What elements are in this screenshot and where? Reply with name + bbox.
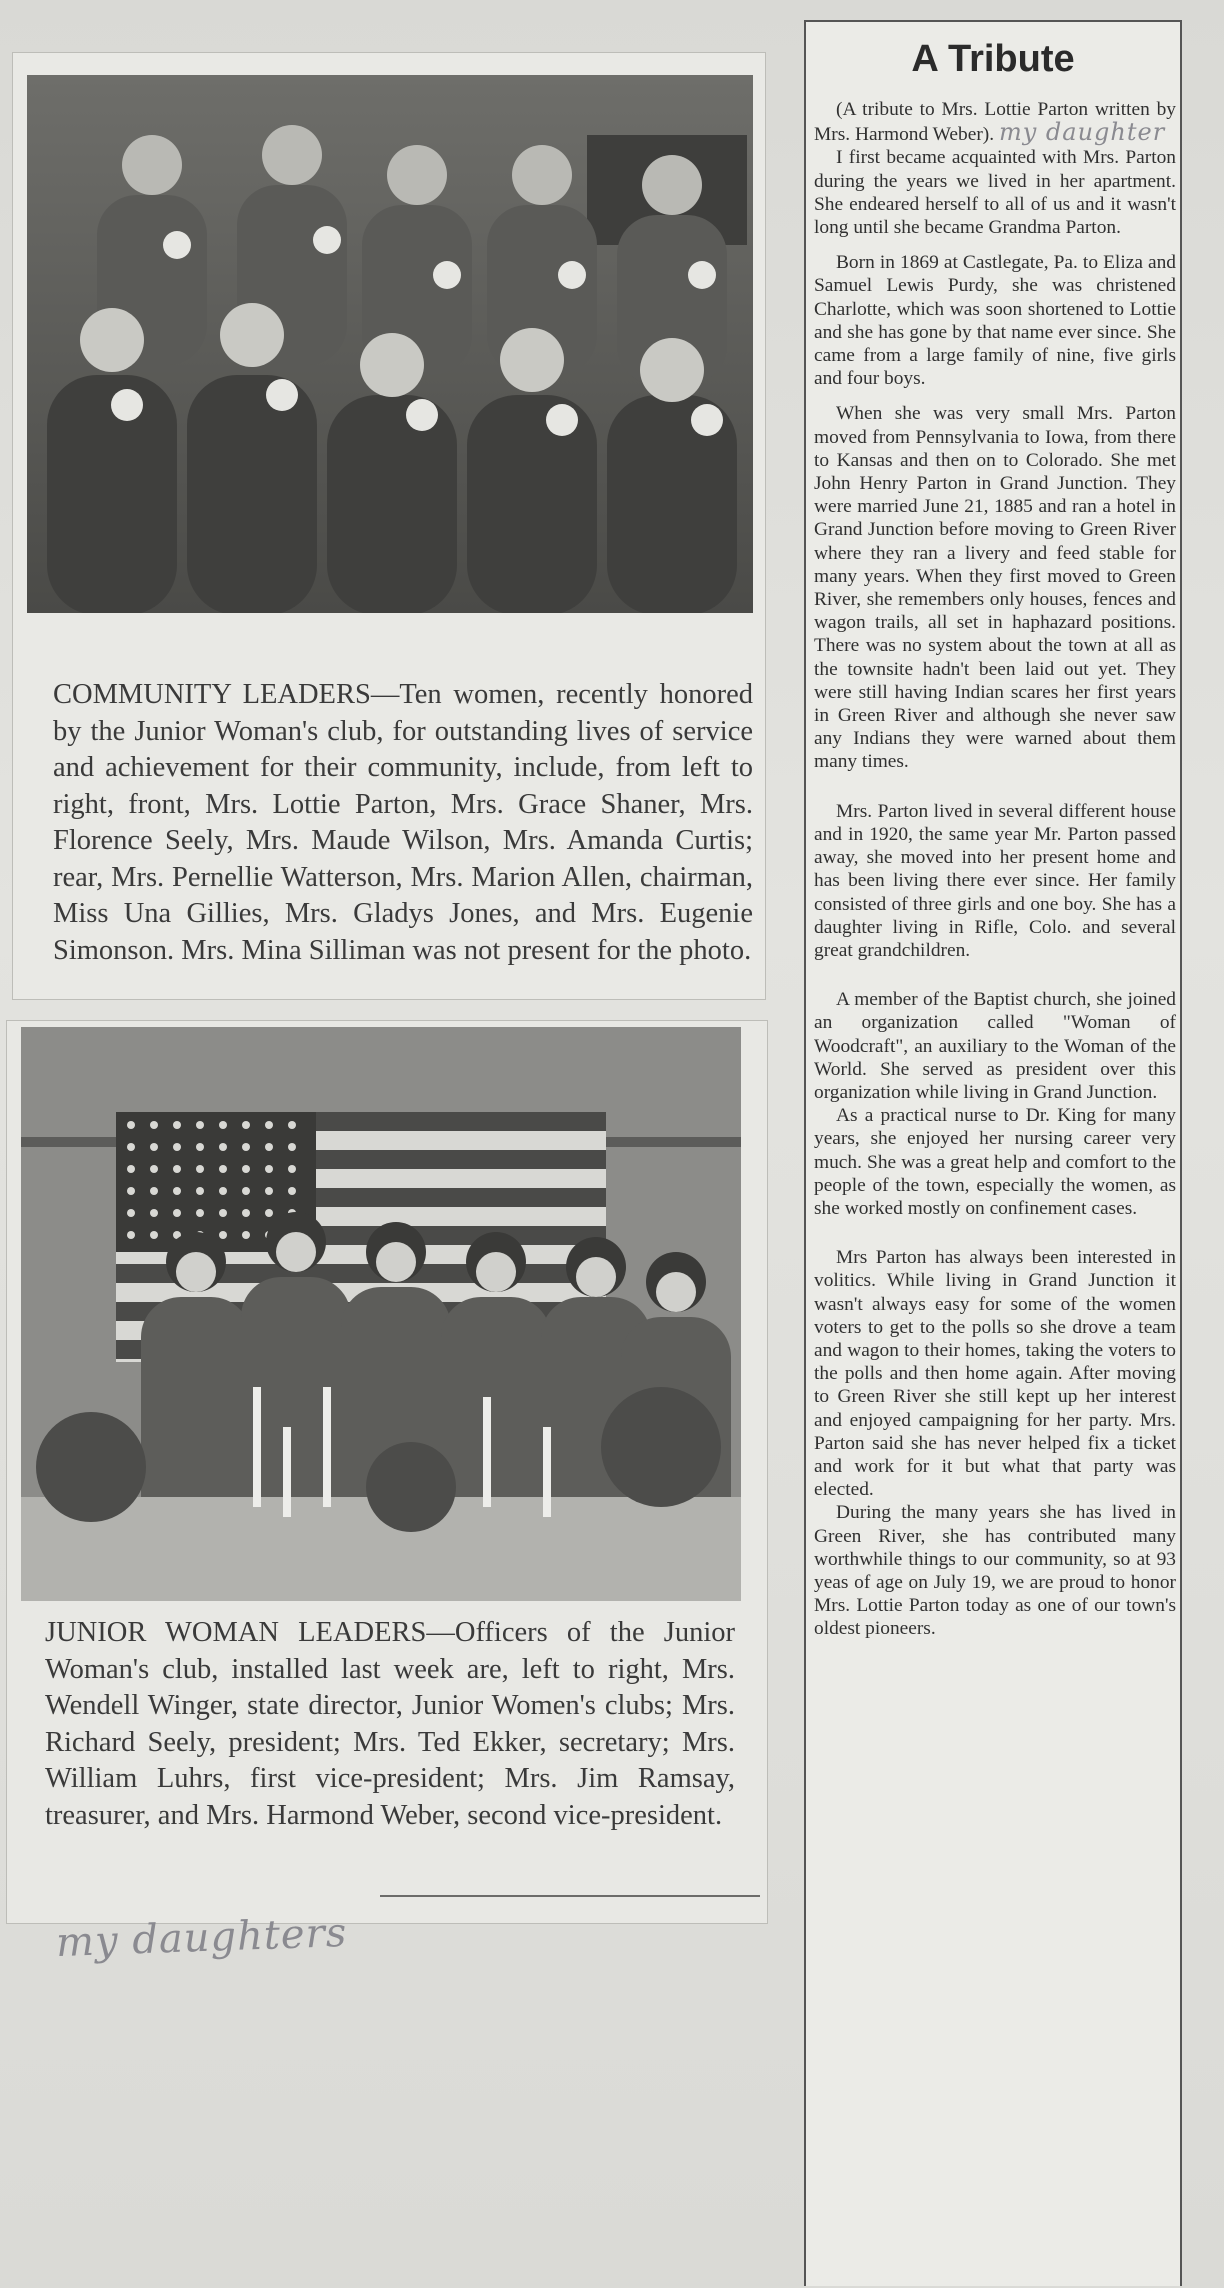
group-photo-ten-women: [27, 75, 753, 613]
flag-star: [242, 1121, 250, 1129]
tribute-paragraph: As a practical nurse to Dr. King for many years, she enjoyed her nursing career very much. She was a great help and comfort to the people of the town, especially the women, as she worked mostly on confinement cases.: [814, 1105, 1176, 1219]
flag-star: [150, 1121, 158, 1129]
flag-star: [265, 1209, 273, 1217]
flag-star: [196, 1209, 204, 1217]
flag-star: [150, 1231, 158, 1239]
flag-star: [242, 1209, 250, 1217]
flag-star: [288, 1165, 296, 1173]
tribute-paragraph: Born in 1869 at Castlegate, Pa. to Eliza and Samuel Lewis Purdy, she was christened Charlotte, which was soon shortened to Lottie and she has gone by that name ever since. She came from a large family of nine, five girls and four boys.: [814, 252, 1176, 390]
flag-star: [127, 1231, 135, 1239]
tribute-body: [814, 98, 1176, 1641]
flag-star: [173, 1165, 181, 1173]
tribute-paragraph: I first became acquainted with Mrs. Parton during the years we lived in her apartment. She endeared herself to all of us and it wasn't long until she became Grandma Parton.: [814, 147, 1176, 239]
flag-star: [150, 1187, 158, 1195]
tribute-title: A Tribute: [911, 38, 1075, 80]
flag-star: [127, 1209, 135, 1217]
tribute-paragraph: When she was very small Mrs. Parton moved from Pennsylvania to Iowa, from there to Kansas and then on to Colorado. She met John Henry Parton in Grand Junction. They were married June 21, 1885 and ran a hotel in Grand Junction before moving to Green River where they ran a livery and feed stable for many years. When they first moved to Green River, she remembers only houses, fences and wagon trails, all set in haphazard positions. There was no system about the town at all as the townsite hadn't been laid out yet. They were still having Indian scares her first years in Green River and although she never saw any Indians they were warned about them many times.: [814, 403, 1176, 773]
flag-star: [173, 1121, 181, 1129]
flag-star: [265, 1187, 273, 1195]
flag-star: [288, 1121, 296, 1129]
caption-community-leaders: [53, 677, 753, 969]
flag-star: [196, 1143, 204, 1151]
flag-star: [173, 1209, 181, 1217]
caption-body: —Ten women, recently honored by the Junior Woman's club, for outstanding lives of service and achievement for their community, include, from left to right, front, Mrs. Lottie Parton, Mrs. Grace Shaner, Mrs. Florence Seely, Mrs. Maude Wilson, Mrs. Amanda Curtis; rear, Mrs. Pernellie Watterson, Mrs. Marion Allen, chairman, Miss Una Gillies, Mrs. Gladys Jones, and Mrs. Eugenie Simonson. Mrs. Mina Silliman was not present for the photo.: [53, 679, 753, 966]
caption-junior-woman-leaders: [45, 1615, 735, 1834]
flag-star: [219, 1165, 227, 1173]
flag-star: [150, 1143, 158, 1151]
tribute-paragraph: Mrs Parton has always been interested in volitics. While living in Grand Junction it wasn't always easy for some of the women voters to get to the polls so she drove a team and wagon to their homes, taking the voters to the polls and then home again. After moving to Green River she still kept up her interest and enjoyed campaigning for her party. Mrs. Parton said she has never helped fix a ticket and work for it but what that party was elected.: [814, 1247, 1176, 1501]
photo-junior-woman-leaders: [21, 1027, 741, 1601]
flag-star: [288, 1143, 296, 1151]
caption-lead: COMMUNITY LEADERS: [53, 679, 371, 710]
flag-star: [173, 1187, 181, 1195]
flag-star: [196, 1121, 204, 1129]
flag-star: [219, 1121, 227, 1129]
flag-star: [127, 1165, 135, 1173]
flag-star: [196, 1165, 204, 1173]
group-photo-six-women: [21, 1027, 741, 1601]
flag-star: [242, 1187, 250, 1195]
flag-star: [127, 1143, 135, 1151]
flag-star: [265, 1121, 273, 1129]
flag-star: [242, 1143, 250, 1151]
flag-star: [242, 1165, 250, 1173]
flag-star: [127, 1187, 135, 1195]
tribute-column: [804, 20, 1182, 2286]
photo-community-leaders: [27, 75, 753, 613]
flag-star: [219, 1209, 227, 1217]
tribute-paragraph: During the many years she has lived in Green River, she has contributed many worthwhile things to our community, so at 93 yeas of age on July 19, we are proud to honor Mrs. Lottie Parton today as one of our town's oldest pioneers.: [814, 1502, 1176, 1640]
flag-star: [265, 1165, 273, 1173]
flag-star: [288, 1187, 296, 1195]
clipping-community-leaders: [12, 52, 766, 1000]
flag-star: [127, 1121, 135, 1129]
caption-lead: JUNIOR WOMAN LEADERS: [45, 1617, 427, 1648]
flag-star: [150, 1209, 158, 1217]
clipping-junior-woman-leaders: [6, 1020, 768, 1924]
flag-star: [150, 1165, 158, 1173]
handwritten-note: my daughters: [55, 1909, 348, 1967]
flag-star: [173, 1143, 181, 1151]
flag-star: [196, 1187, 204, 1195]
handwritten-annotation: my daughter: [998, 118, 1166, 147]
flag-star: [219, 1231, 227, 1239]
flag-star: [219, 1187, 227, 1195]
tribute-paragraph: A member of the Baptist church, she joined an organization called "Woman of Woodcraft", an auxiliary to the Woman of the World. She served as president over this organization while living in Grand Junction.: [814, 989, 1176, 1103]
flag-star: [265, 1143, 273, 1151]
tribute-intro: (A tribute to Mrs. Lottie Parton written by Mrs. Harmond Weber). my daughter: [814, 99, 1176, 147]
tribute-paragraph: Mrs. Parton lived in several different house and in 1920, the same year Mr. Parton passed away, she moved into her present home and has been living there ever since. Her family consisted of three girls and one boy. She has a daughter living in Rifle, Colo. and several great grandchildren.: [814, 800, 1176, 961]
caption-body: —Officers of the Junior Woman's club, installed last week are, left to right, Mrs. Wendell Winger, state director, Junior Women's clubs; Mrs. Richard Seely, president; Mrs. Ted Ekker, secretary; Mrs. William Luhrs, first vice-president; Mrs. Jim Ramsay, treasurer, and Mrs. Harmond Weber, second vice-president.: [45, 1617, 735, 1831]
divider-line: [380, 1895, 760, 1897]
flag-star: [219, 1143, 227, 1151]
flag-star: [242, 1231, 250, 1239]
